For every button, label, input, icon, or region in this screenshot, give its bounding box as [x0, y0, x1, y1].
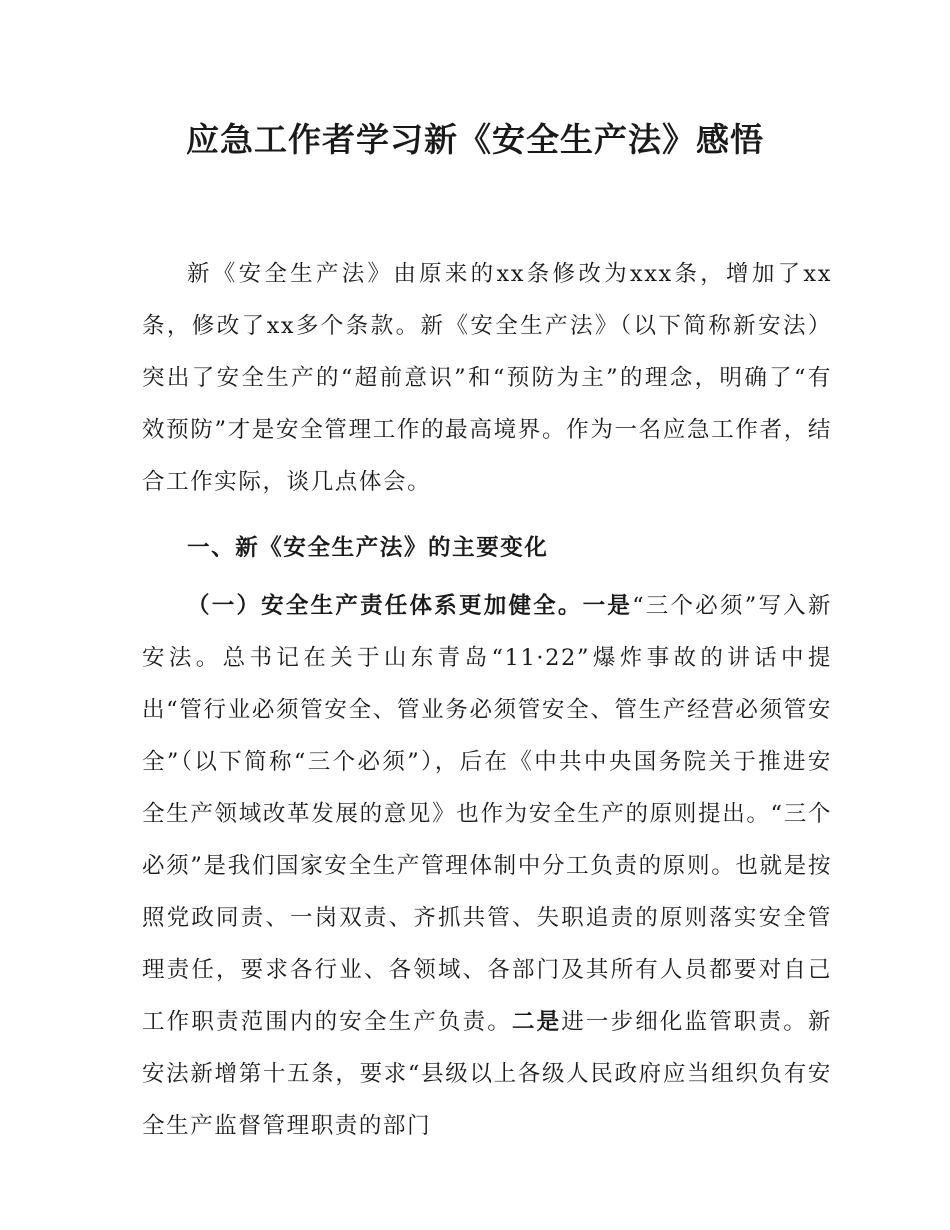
document-body — [142, 248, 832, 1152]
section-heading — [142, 522, 832, 574]
point-one-text: “三个必须”写入新安法。总书记在关于山东青岛“11·22”爆炸事故的讲话中提出“管行业必须管安全、管业务必须管安全、管生产经营必须管安全”（以下简称“三个必须”），后在《中共中央国务院关于推进安全生产领域改革发展的意见》也作为安全生产的原则提出。“三个必须”是我们国家安全生产管理体制中分工负责的原则。也就是按照党政同责、一岗双责、齐抓共管、失职追责的原则落实安全管理责任，要求各行业、各领域、各部门及其所有人员都要对自己工作职责范围内的安全生产负责。 — [142, 593, 832, 1035]
point-two-text: 进一步细化监管职责。新安法新增第十五条，要求“县级以上各级人民政府应当组织负有安全生产监督管理职责的部门 — [142, 1009, 832, 1139]
section-paragraph — [142, 580, 832, 1152]
section-heading-text: 一、新《安全生产法》的主要变化 — [187, 535, 549, 561]
intro-paragraph: 新《安全生产法》由原来的xx条修改为xxx条，增加了xx条，修改了xx多个条款。新《安全生产法》（以下简称新安法）突出了安全生产的“超前意识”和“预防为主”的理念，明确了“有效预防”才是安全管理工作的最高境界。作为一名应急工作者，结合工作实际，谈几点体会。 — [142, 261, 832, 495]
subsection-heading: （一）安全生产责任体系更加健全。 — [187, 593, 583, 619]
point-two-label: 二是 — [511, 1009, 562, 1035]
point-one-label: 一是 — [582, 593, 633, 619]
document-title: 应急工作者学习新《安全生产法》感悟 — [186, 120, 764, 159]
